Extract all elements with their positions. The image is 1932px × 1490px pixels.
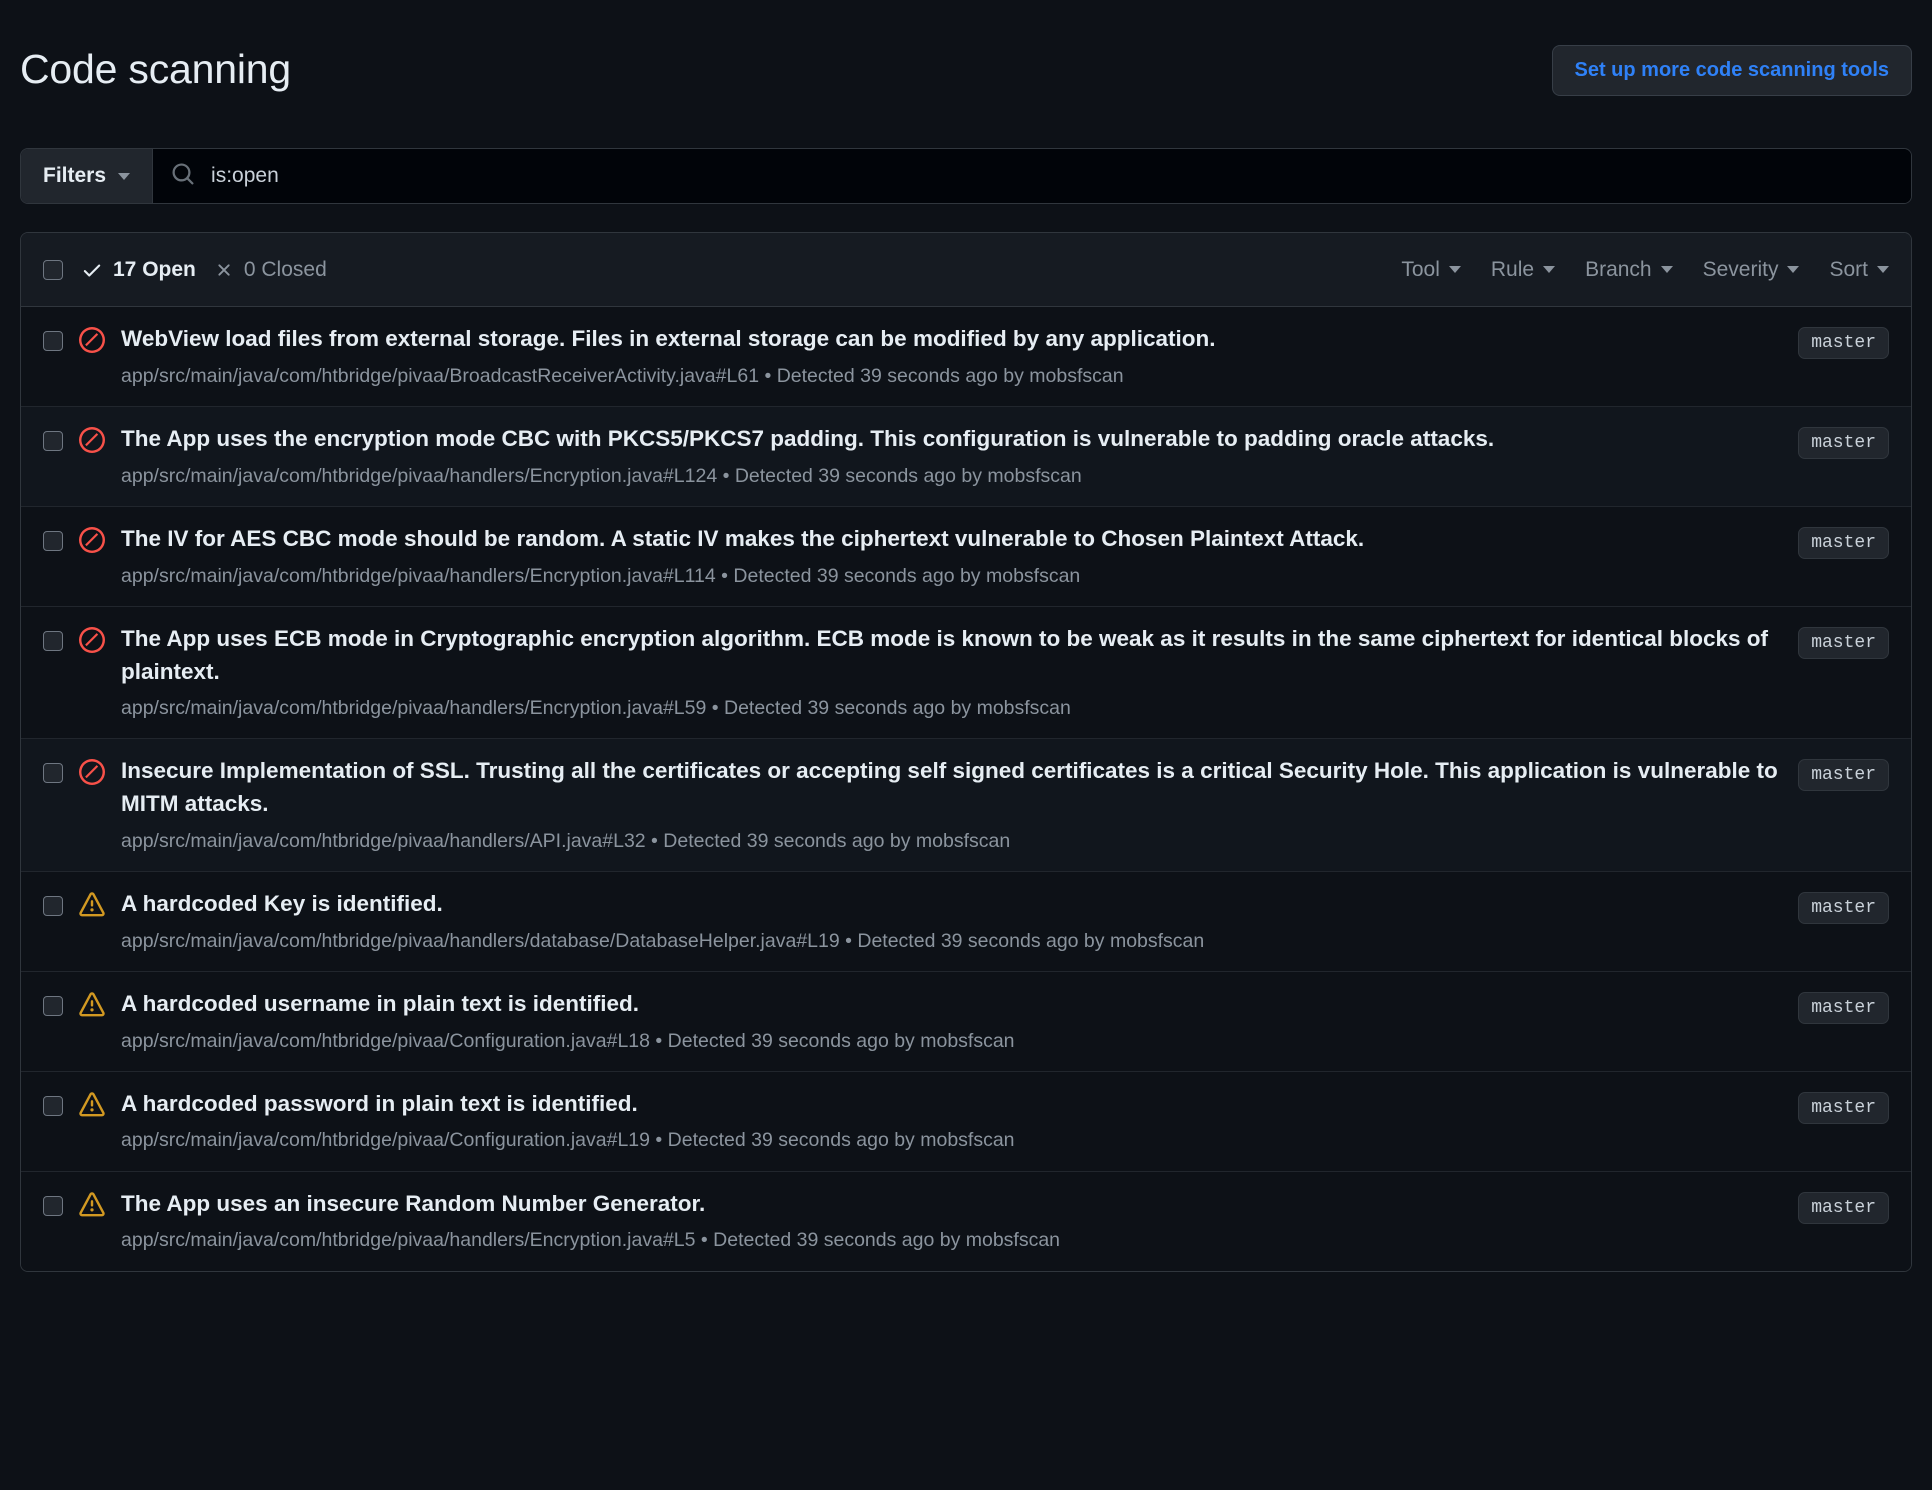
filters-label: Filters [43,164,107,188]
severity-dropdown-label: Severity [1702,257,1779,281]
search-icon [171,162,195,191]
error-severity-icon [79,759,105,785]
alert-meta: app/src/main/java/com/htbridge/pivaa/handlers/Encryption.java#L124 • Detected 39 seconds ago by mobsfscan [121,464,1082,487]
alert-row[interactable] [21,1172,1911,1271]
alert-checkbox[interactable] [43,431,63,451]
branch-badge: master [1798,759,1889,791]
alert-content [121,988,1782,1055]
closed-count-label: 0 Closed [243,257,327,281]
open-count-label: 17 Open [113,257,196,281]
alert-content [121,423,1782,490]
alert-row[interactable] [21,739,1911,872]
alert-checkbox[interactable] [43,331,63,351]
alert-meta: app/src/main/java/com/htbridge/pivaa/handlers/Encryption.java#L59 • Detected 39 seconds ago by mobsfscan [121,697,1071,720]
chevron-down-icon [118,173,130,180]
alerts-list [20,232,1912,1272]
chevron-down-icon [1787,266,1799,273]
warning-severity-icon [79,992,105,1018]
alert-row[interactable] [21,507,1911,607]
alert-meta: app/src/main/java/com/htbridge/pivaa/handlers/database/DatabaseHelper.java#L19 • Detected 39 seconds ago by mobsfscan [121,929,1205,952]
alert-meta: app/src/main/java/com/htbridge/pivaa/Configuration.java#L18 • Detected 39 seconds ago by mobsfscan [121,1029,1015,1052]
search-area[interactable] [153,149,1911,203]
alert-checkbox[interactable] [43,996,63,1016]
error-severity-icon [79,427,105,453]
chevron-down-icon [1661,266,1673,273]
alert-row[interactable] [21,407,1911,507]
branch-dropdown[interactable] [1585,258,1673,282]
branch-badge: master [1798,1192,1889,1224]
close-icon [214,260,234,280]
chevron-down-icon [1877,266,1889,273]
alert-content [121,623,1782,723]
alert-title[interactable]: The App uses an insecure Random Number Generator. [121,1190,706,1216]
page-title: Code scanning [20,46,291,93]
alert-content [121,1088,1782,1155]
alert-meta: app/src/main/java/com/htbridge/pivaa/Configuration.java#L19 • Detected 39 seconds ago by mobsfscan [121,1129,1015,1152]
open-alerts-filter[interactable] [81,258,196,282]
warning-severity-icon [79,1092,105,1118]
alert-title[interactable]: The App uses the encryption mode CBC with PKCS5/PKCS7 padding. This configuration is vulnerable to padding oracle attacks. [121,426,1495,452]
branch-badge: master [1798,1092,1889,1124]
alert-title[interactable]: A hardcoded username in plain text is identified. [121,990,640,1016]
search-input[interactable] [209,163,1893,189]
alert-title[interactable]: The IV for AES CBC mode should be random. A static IV makes the ciphertext vulnerable to Chosen Plaintext Attack. [121,525,1365,551]
alert-title[interactable]: WebView load files from external storage. Files in external storage can be modified by any application. [121,326,1216,352]
warning-severity-icon [79,892,105,918]
alert-meta: app/src/main/java/com/htbridge/pivaa/handlers/API.java#L32 • Detected 39 seconds ago by mobsfscan [121,829,1011,852]
branch-badge: master [1798,527,1889,559]
branch-badge: master [1798,992,1889,1024]
alerts-list-header [21,233,1911,307]
alert-checkbox[interactable] [43,763,63,783]
check-icon [81,259,103,281]
alert-meta: app/src/main/java/com/htbridge/pivaa/handlers/Encryption.java#L114 • Detected 39 seconds ago by mobsfscan [121,564,1081,587]
error-severity-icon [79,627,105,653]
alert-checkbox[interactable] [43,1096,63,1116]
alerts-list-header-left [43,258,327,282]
alert-content [121,1188,1782,1255]
severity-dropdown[interactable] [1703,258,1800,282]
alert-content [121,755,1782,855]
error-severity-icon [79,327,105,353]
alert-content [121,323,1782,390]
alert-row[interactable] [21,972,1911,1072]
branch-badge: master [1798,627,1889,659]
alerts-list-header-right [1401,258,1889,282]
sort-dropdown[interactable] [1829,258,1889,282]
alert-title[interactable]: A hardcoded password in plain text is identified. [121,1090,638,1116]
alert-title[interactable]: A hardcoded Key is identified. [121,890,443,916]
branch-badge: master [1798,327,1889,359]
alert-row[interactable] [21,607,1911,740]
tool-dropdown-label: Tool [1401,257,1440,281]
warning-severity-icon [79,1192,105,1218]
branch-badge: master [1798,427,1889,459]
alert-content [121,523,1782,590]
alert-checkbox[interactable] [43,531,63,551]
closed-alerts-filter[interactable] [214,258,327,282]
alert-row[interactable] [21,307,1911,407]
alert-row[interactable] [21,872,1911,972]
setup-more-tools-button[interactable]: Set up more code scanning tools [1552,45,1913,96]
branch-dropdown-label: Branch [1585,257,1652,281]
tool-dropdown[interactable] [1401,258,1461,282]
chevron-down-icon [1543,266,1555,273]
alert-title[interactable]: The App uses ECB mode in Cryptographic encryption algorithm. ECB mode is known to be weak as it results in the same ciphertext for identical blocks of plaintext. [121,625,1768,684]
rule-dropdown[interactable] [1491,258,1555,282]
alert-title[interactable]: Insecure Implementation of SSL. Trusting all the certificates or accepting self signed certificates is a critical Security Hole. This application is vulnerable to MITM attacks. [121,758,1778,817]
filters-button[interactable] [21,149,153,203]
alert-row[interactable] [21,1072,1911,1172]
select-all-checkbox[interactable] [43,260,63,280]
sort-dropdown-label: Sort [1829,257,1868,281]
error-severity-icon [79,527,105,553]
alert-checkbox[interactable] [43,631,63,651]
alert-checkbox[interactable] [43,1196,63,1216]
alert-meta: app/src/main/java/com/htbridge/pivaa/BroadcastReceiverActivity.java#L61 • Detected 39 seconds ago by mobsfscan [121,364,1124,387]
chevron-down-icon [1449,266,1461,273]
page-header [20,0,1912,148]
alert-checkbox[interactable] [43,896,63,916]
alert-content [121,888,1782,955]
filter-bar [20,148,1912,204]
alert-meta: app/src/main/java/com/htbridge/pivaa/handlers/Encryption.java#L5 • Detected 39 seconds ago by mobsfscan [121,1229,1061,1252]
branch-badge: master [1798,892,1889,924]
rule-dropdown-label: Rule [1490,257,1535,281]
